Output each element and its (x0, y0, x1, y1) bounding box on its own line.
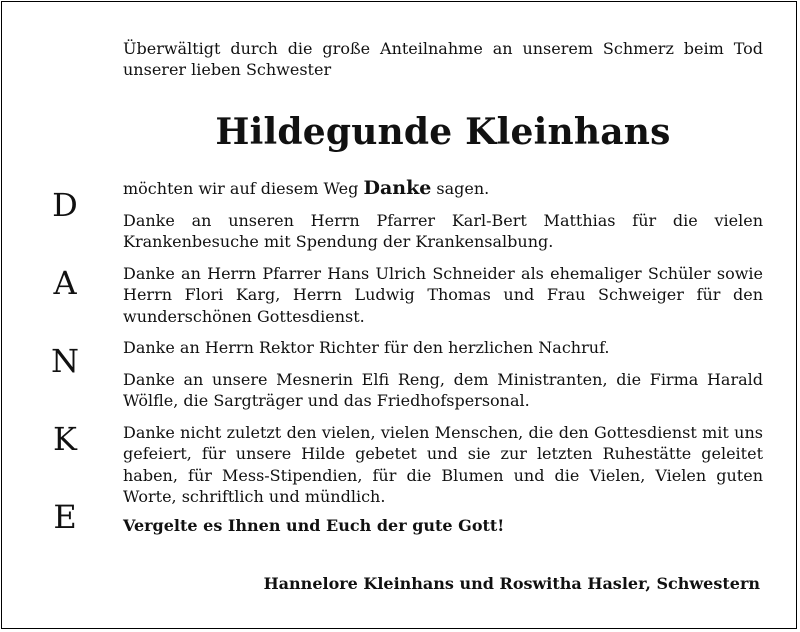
thanks-paragraph-pastor: Danke an unseren Herrn Pfarrer Karl-Bert Matthias für die vielen Krankenbesuche mit Spendung der Krankensalbung. (123, 210, 763, 251)
side-letter-d: D (52, 186, 78, 224)
deceased-name: Hildegunde Kleinhans (215, 111, 671, 153)
thanks-line (123, 178, 763, 200)
side-letter-n: N (51, 342, 79, 380)
thanks-line-after: sagen. (431, 179, 490, 198)
signature: Hannelore Kleinhans und Roswitha Hasler, Schwestern (263, 574, 760, 593)
thanks-paragraph-everyone: Danke nicht zuletzt den vielen, vielen Menschen, die den Gottesdienst mit uns gefeiert, für unsere Hilde gebetet und sie zur letzten Ruhestätte geleitet haben, für Mess-Stipendien, für die Blumen und die Vielen, Vielen guten Worte, schriftlich und mündlich. (123, 422, 763, 506)
side-letter-e: E (53, 498, 77, 536)
side-letter-k: K (53, 420, 77, 458)
closing-blessing: Vergelte es Ihnen und Euch der gute Gott! (123, 516, 505, 535)
thanks-line-emphasis: Danke (363, 177, 432, 199)
danke-vertical-letters (40, 180, 90, 570)
thanks-paragraph-rector: Danke an Herrn Rektor Richter für den herzlichen Nachruf. (123, 338, 610, 357)
intro-text: Überwältigt durch die große Anteilnahme an unserem Schmerz beim Tod unserer lieben Schwester (123, 39, 763, 79)
side-letter-a: A (53, 264, 77, 302)
thanks-paragraph-helpers: Danke an unsere Mesnerin Elfi Reng, dem Ministranten, die Firma Harald Wölfle, die Sargträger und das Friedhofspersonal. (123, 369, 763, 410)
thanks-line-before: möchten wir auf diesem Weg (123, 179, 364, 198)
thanks-paragraph-service: Danke an Herrn Pfarrer Hans Ulrich Schneider als ehemaliger Schüler sowie Herrn Flori Karg, Herrn Ludwig Thomas und Frau Schweiger für den wunderschönen Gottesdienst. (123, 263, 763, 326)
thanks-body (123, 178, 763, 518)
